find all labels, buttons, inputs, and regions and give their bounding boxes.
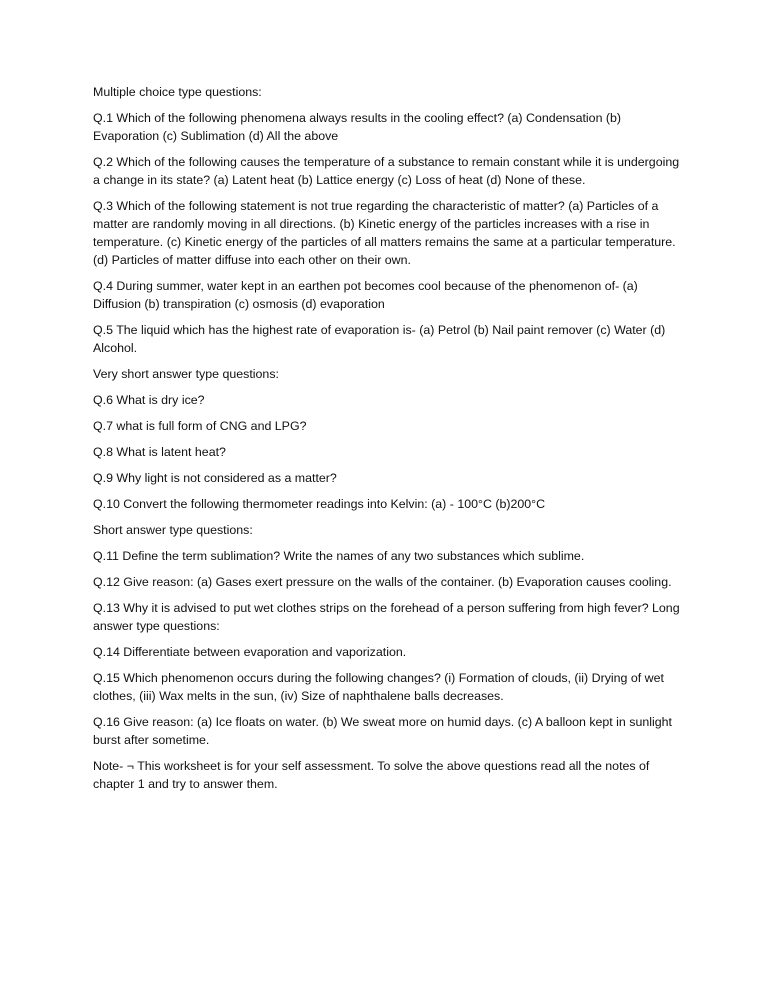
question-6: Q.6 What is dry ice? (93, 393, 205, 407)
question-7: Q.7 what is full form of CNG and LPG? (93, 419, 307, 433)
worksheet-page (93, 83, 683, 801)
question-8: Q.8 What is latent heat? (93, 445, 226, 459)
question-4: Q.4 During summer, water kept in an earthen pot becomes cool because of the phenomenon of- (a) Diffusion (b) transpiration (c) osmosis (d) evaporation (93, 279, 638, 311)
question-16: Q.16 Give reason: (a) Ice floats on water. (b) We sweat more on humid days. (c) A balloon kept in sunlight burst after sometime. (93, 715, 672, 747)
question-10: Q.10 Convert the following thermometer readings into Kelvin: (a) - 100°C (b)200°C (93, 497, 546, 511)
question-14: Q.14 Differentiate between evaporation and vaporization. (93, 645, 407, 659)
section-heading-very-short: Very short answer type questions: (93, 367, 279, 381)
question-12: Q.12 Give reason: (a) Gases exert pressure on the walls of the container. (b) Evaporation causes cooling. (93, 575, 672, 589)
question-15: Q.15 Which phenomenon occurs during the following changes? (i) Formation of clouds, (ii) Drying of wet clothes, (iii) Wax melts in the sun, (iv) Size of naphthalene balls decreases. (93, 671, 664, 703)
section-heading-mcq: Multiple choice type questions: (93, 85, 262, 99)
question-2: Q.2 Which of the following causes the temperature of a substance to remain constant while it is undergoing a change in its state? (a) Latent heat (b) Lattice energy (c) Loss of heat (d) None of these. (93, 155, 680, 187)
section-heading-short: Short answer type questions: (93, 523, 253, 537)
question-1: Q.1 Which of the following phenomena always results in the cooling effect? (a) Condensation (b) Evaporation (c) Sublimation (d) All the above (93, 111, 622, 143)
worksheet-note: Note- ¬ This worksheet is for your self assessment. To solve the above questions read all the notes of chapter 1 and try to answer them. (93, 759, 650, 791)
question-11: Q.11 Define the term sublimation? Write the names of any two substances which sublime. (93, 549, 585, 563)
question-3: Q.3 Which of the following statement is not true regarding the characteristic of matter? (a) Particles of a matter are randomly moving in all directions. (b) Kinetic energy of the particles increases with a rise in temperature. (c) Kinetic energy of the particles of all matters remains the same at a particular temperature. (d) Particles of matter diffuse into each other on their own. (93, 199, 676, 267)
question-13: Q.13 Why it is advised to put wet clothes strips on the forehead of a person suffering from high fever? Long answer type questions: (93, 601, 680, 633)
question-5: Q.5 The liquid which has the highest rate of evaporation is- (a) Petrol (b) Nail paint remover (c) Water (d) Alcohol. (93, 323, 666, 355)
question-9: Q.9 Why light is not considered as a matter? (93, 471, 337, 485)
